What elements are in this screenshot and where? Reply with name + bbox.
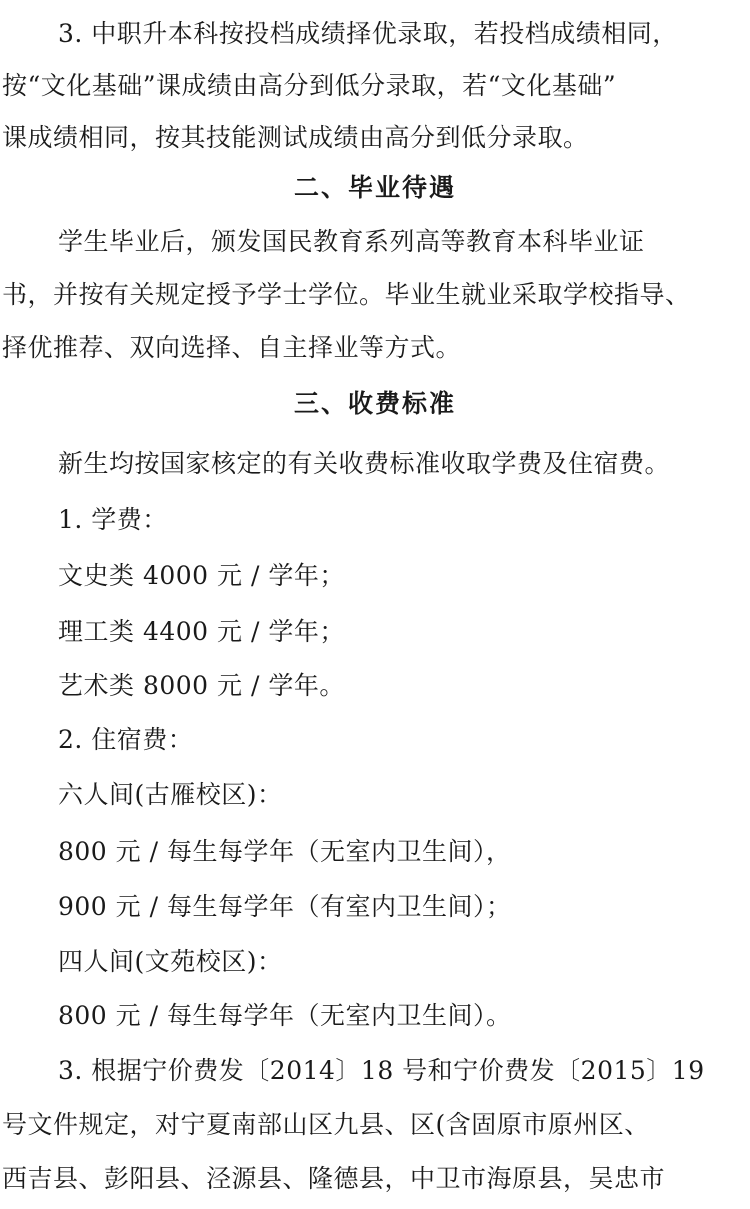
paragraph-graduation-line-2: 书，并按有关规定授予学士学位。毕业生就业采取学校指导、 bbox=[2, 280, 691, 309]
section-heading-fees: 三、收费标准 bbox=[293, 389, 456, 418]
dorm-four-person: 四人间(文苑校区)： bbox=[58, 947, 283, 976]
section-heading-graduation: 二、毕业待遇 bbox=[293, 173, 456, 202]
dorm-six-bathroom: 900 元 / 每生每学年（有室内卫生间）； bbox=[58, 892, 512, 921]
tuition-label: 1. 学费： bbox=[58, 505, 168, 534]
paragraph-policy-line-1: 3. 根据宁价费发〔2014〕18 号和宁价费发〔2015〕19 bbox=[58, 1056, 705, 1085]
paragraph-admission-rule-line-1: 3. 中职升本科按投档成绩择优录取，若投档成绩相同， bbox=[58, 19, 678, 48]
tuition-humanities: 文史类 4000 元 / 学年； bbox=[58, 561, 345, 590]
paragraph-policy-line-3: 西吉县、彭阳县、泾源县、隆德县，中卫市海原县，吴忠市 bbox=[2, 1164, 666, 1193]
accommodation-label: 2. 住宿费： bbox=[58, 725, 194, 754]
paragraph-admission-rule-line-3: 课成绩相同，按其技能测试成绩由高分到低分录取。 bbox=[2, 123, 589, 152]
paragraph-graduation-line-1: 学生毕业后，颁发国民教育系列高等教育本科毕业证 bbox=[58, 227, 645, 256]
tuition-science: 理工类 4400 元 / 学年； bbox=[58, 617, 345, 646]
paragraph-graduation-line-3: 择优推荐、双向选择、自主择业等方式。 bbox=[2, 333, 462, 362]
dorm-four-no-bathroom: 800 元 / 每生每学年（无室内卫生间）。 bbox=[58, 1001, 512, 1030]
paragraph-policy-line-2: 号文件规定，对宁夏南部山区九县、区(含固原市原州区、 bbox=[2, 1110, 650, 1139]
dorm-six-person: 六人间(古雁校区)： bbox=[58, 780, 283, 809]
tuition-arts: 艺术类 8000 元 / 学年。 bbox=[58, 671, 345, 700]
paragraph-fees-intro: 新生均按国家核定的有关收费标准收取学费及住宿费。 bbox=[58, 449, 671, 478]
dorm-six-no-bathroom: 800 元 / 每生每学年（无室内卫生间）， bbox=[58, 837, 512, 866]
paragraph-admission-rule-line-2: 按“文化基础”课成绩由高分到低分录取，若“文化基础” bbox=[2, 71, 617, 100]
